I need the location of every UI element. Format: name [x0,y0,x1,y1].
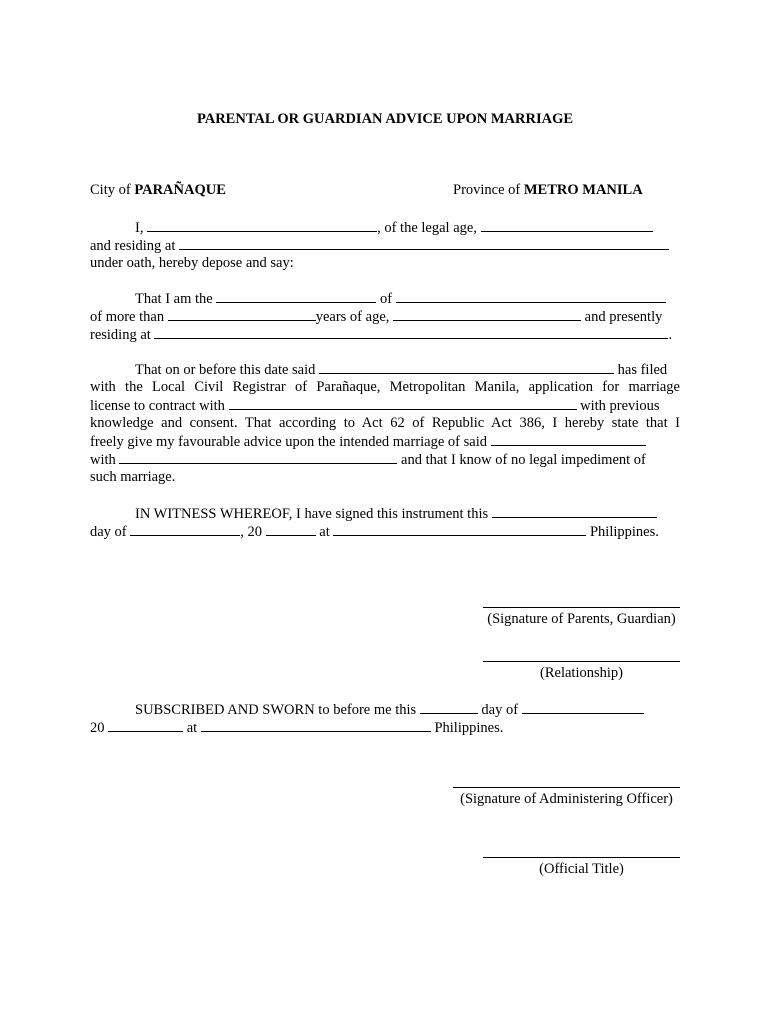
p1-text-legal-age: , of the legal age, [377,220,477,236]
p1-line2 [90,237,680,255]
p4-text-year-prefix: , 20 [240,524,263,540]
witness-year-blank[interactable] [266,523,316,536]
applicant-blank[interactable] [319,361,614,374]
p4-line1 [90,505,680,523]
p1-text-residing: and residing at [90,238,176,254]
p2-period: . [668,327,673,343]
p3-text-contract-with: license to contract with [90,398,225,414]
p2-text-more-than: of more than [90,309,165,325]
p2-text-residing-at: residing at [90,327,151,343]
p5-text-day-of: day of [481,702,519,718]
sworn-day-blank[interactable] [420,701,478,714]
p3-line2: with the Local Civil Registrar of Parañaque, Metropolitan Manila, application for marriage [90,379,680,395]
province-value: METRO MANILA [523,182,643,198]
relation-blank[interactable] [216,290,376,303]
parents-signature-label: (Signature of Parents, Guardian) [487,611,676,627]
p5-text-philippines: Philippines. [434,720,504,736]
officer-signature-line[interactable] [453,787,680,788]
city-label: City of [90,182,131,198]
p4-text-witness: IN WITNESS WHEREOF, I have signed this instrument this [135,506,489,522]
p3-line6 [90,451,680,469]
official-title-line[interactable] [483,857,680,858]
sworn-place-blank[interactable] [201,719,431,732]
p2-text-i-am: That I am the [135,291,213,307]
p3-text-has-filed: has filed [617,362,668,378]
residence-blank[interactable] [179,237,669,250]
relationship-block [483,661,680,682]
contract-party-blank[interactable] [229,397,577,410]
official-title-block [483,857,680,878]
witness-day-blank[interactable] [492,505,657,518]
p2-extra-blank[interactable] [393,308,581,321]
p3-text-previous: with previous [580,398,660,414]
p3-text-no-impediment: and that I know of no legal impediment of [401,452,646,468]
p2-text-presently: and presently [584,309,663,325]
relationship-label: (Relationship) [540,665,623,681]
p4-text-philippines: Philippines. [589,524,659,540]
parents-signature-block [483,607,680,628]
name-blank[interactable] [147,219,377,232]
p3-text-such-marriage: such marriage. [90,469,176,485]
partner-blank[interactable] [119,451,397,464]
p1-line3 [90,255,680,272]
p2-text-of: of [379,291,393,307]
p2-line2 [90,308,680,326]
witness-month-blank[interactable] [130,523,240,536]
province-label: Province of [453,182,521,198]
p4-text-at: at [319,524,330,540]
child-residence-blank[interactable] [154,326,668,339]
p3-text-with: with [90,452,116,468]
p3-line3 [90,397,680,415]
province-header [453,182,683,199]
p1-line1 [90,219,680,237]
parents-signature-line[interactable] [483,607,680,608]
official-title-label: (Official Title) [539,861,624,877]
p2-text-years: years of age, [315,309,390,325]
witness-place-blank[interactable] [333,523,586,536]
age-blank[interactable] [481,219,653,232]
p1-text-i: I, [135,220,144,236]
p3-line5 [90,433,680,451]
p3-text-on-or-before: That on or before this date said [135,362,316,378]
p3-line7 [90,469,680,486]
p1-text-oath: under oath, hereby depose and say: [90,255,294,271]
p4-line2 [90,523,680,541]
p5-line2 [90,719,680,737]
p5-text-subscribed: SUBSCRIBED AND SWORN to before me this [135,702,417,718]
child-name-blank[interactable] [396,290,666,303]
p5-line1 [90,701,680,719]
relationship-line[interactable] [483,661,680,662]
sworn-year-blank[interactable] [108,719,183,732]
city-value: PARAÑAQUE [134,182,226,198]
p2-line1 [90,290,680,308]
p3-line1 [90,361,680,379]
sworn-month-blank[interactable] [522,701,644,714]
officer-signature-label: (Signature of Administering Officer) [460,791,673,807]
intended-blank[interactable] [491,433,646,446]
years-blank[interactable] [168,308,316,321]
p5-text-at: at [186,720,198,736]
p2-line3 [90,326,680,344]
document-title: PARENTAL OR GUARDIAN ADVICE UPON MARRIAGE [196,111,574,127]
p4-text-day-of: day of [90,524,127,540]
officer-signature-block [453,787,680,808]
p3-text-freely-give: freely give my favourable advice upon the intended marriage of said [90,434,487,450]
p3-line4: knowledge and consent. That according to Act 62 of Republic Act 386, I hereby state that I [90,415,680,431]
p5-text-year: 20 [90,720,105,736]
